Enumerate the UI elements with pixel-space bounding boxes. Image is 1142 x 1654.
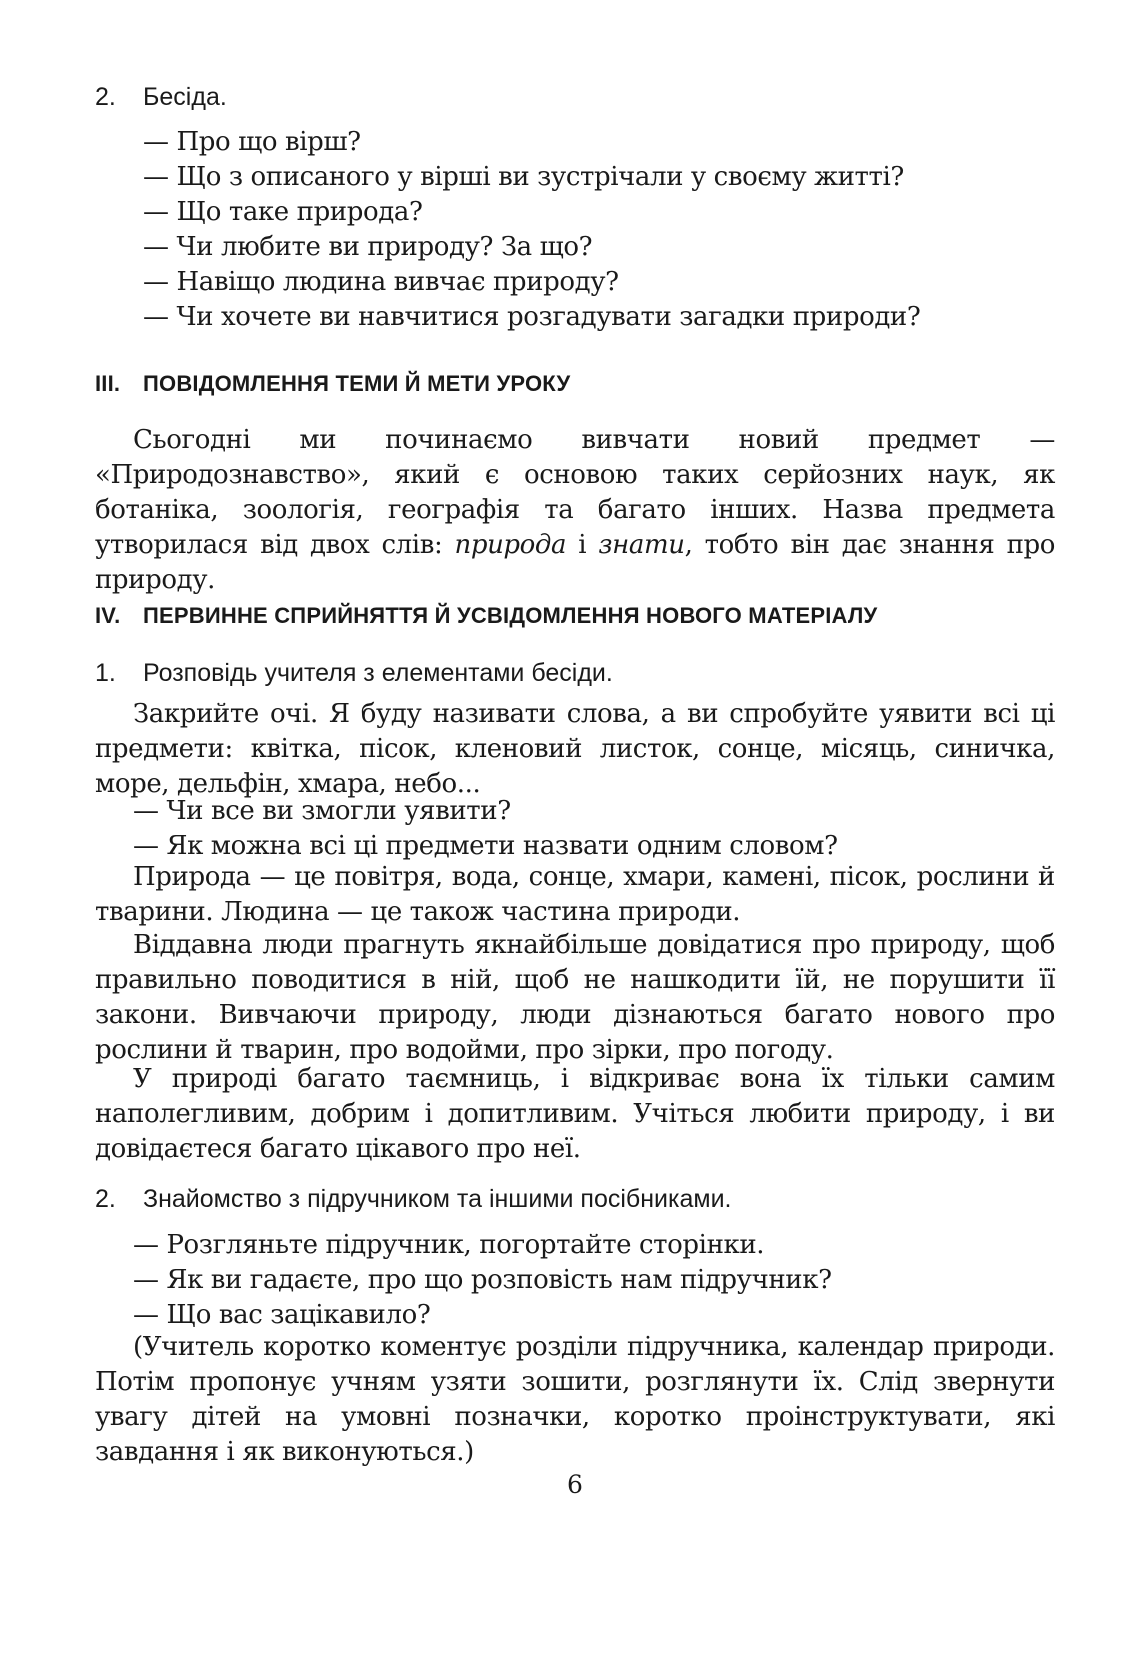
question-line: — Що таке природа? [143, 197, 423, 227]
item-number: 2. [95, 83, 116, 111]
item-title: Знайомство з підручником та іншими посібниками. [143, 1185, 732, 1213]
paragraph-text: і [566, 530, 599, 560]
section-title: ПОВІДОМЛЕННЯ ТЕМИ Й МЕТИ УРОКУ [143, 371, 571, 396]
item-number: 2. [95, 1185, 116, 1213]
paragraph-text: Сьогодні ми починаємо вивчати новий предмет — «Природознавство», який є основою таких серйозних наук, як ботаніка, зоологія, географія та багато інших. Назва предмета утворилася від двох слів: [95, 425, 1055, 560]
question-line: — Про що вірш? [143, 127, 361, 157]
item-teacher-story-heading [95, 656, 1055, 690]
teacher-story-intro: Закрийте очі. Я буду називати слова, а ви спробуйте уявити всі ці предмети: квітка, пісок, кленовий листок, сонце, місяць, синичка, море, дельфін, хмара, небо... [95, 699, 1055, 799]
section-heading-iv [95, 601, 1055, 631]
teacher-story-paragraph: Віддавна люди прагнуть якнайбільше довідатися про природу, щоб правильно поводитися в ній, щоб не нашкодити їй, не порушити її закони. Вивчаючи природу, люди дізнаються багато нового про рослини й тварин, про водойми, про зірки, про погоду. [95, 930, 1055, 1065]
item-textbook-heading [95, 1182, 1055, 1216]
question-line: — Як ви гадаєте, про що розповість нам підручник? [133, 1265, 832, 1295]
teacher-story-paragraph: У природі багато таємниць, і відкриває вона їх тільки самим наполегливим, добрим і допитливим. Учіться любити природу, і ви довідаєтеся багато цікавого про неї. [95, 1064, 1055, 1164]
textbook-closing-paragraph: (Учитель коротко коментує розділи підручника, календар природи. Потім пропонує учням узяти зошити, розглянути їх. Слід звернути увагу дітей на умовні позначки, коротко проінструктувати, які завдання і як виконуються.) [95, 1332, 1055, 1467]
question-line: — Чи любите ви природу? За що? [143, 232, 593, 262]
paragraph-text: , тобто він дає знання про природу. [95, 530, 1055, 595]
section-title: ПЕРВИННЕ СПРИЙНЯТТЯ Й УСВІДОМЛЕННЯ НОВОГО МАТЕРІАЛУ [143, 603, 878, 628]
conversation-questions [143, 125, 1055, 335]
question-line: — Розгляньте підручник, погортайте сторінки. [133, 1230, 765, 1260]
teacher-story-questions [133, 794, 1045, 864]
section-iii-paragraph [95, 423, 1055, 598]
section-roman-numeral: IV. [95, 603, 121, 628]
section-heading-iii [95, 369, 1055, 399]
item-conversation-heading [95, 80, 1055, 114]
question-line: — Чи все ви змогли уявити? [133, 796, 511, 826]
question-line: — Навіщо людина вивчає природу? [143, 267, 619, 297]
item-title: Розповідь учителя з елементами бесіди. [143, 659, 613, 687]
item-title: Бесіда. [143, 83, 227, 111]
textbook-questions [133, 1228, 1045, 1333]
page-number: 6 [567, 1470, 583, 1499]
question-line: — Що з описаного у вірші ви зустрічали у своєму житті? [143, 162, 904, 192]
question-line: — Як можна всі ці предмети назвати одним словом? [133, 831, 838, 861]
teacher-story-paragraph: Природа — це повітря, вода, сонце, хмари, камені, пісок, рослини й тварини. Людина — це також частина природи. [95, 862, 1055, 927]
item-number: 1. [95, 659, 116, 687]
question-line: — Що вас зацікавило? [133, 1300, 431, 1330]
question-line: — Чи хочете ви навчитися розгадувати загадки природи? [143, 302, 921, 332]
section-roman-numeral: III. [95, 371, 121, 396]
italic-term: знати [598, 530, 685, 560]
italic-term: природа [454, 530, 567, 560]
